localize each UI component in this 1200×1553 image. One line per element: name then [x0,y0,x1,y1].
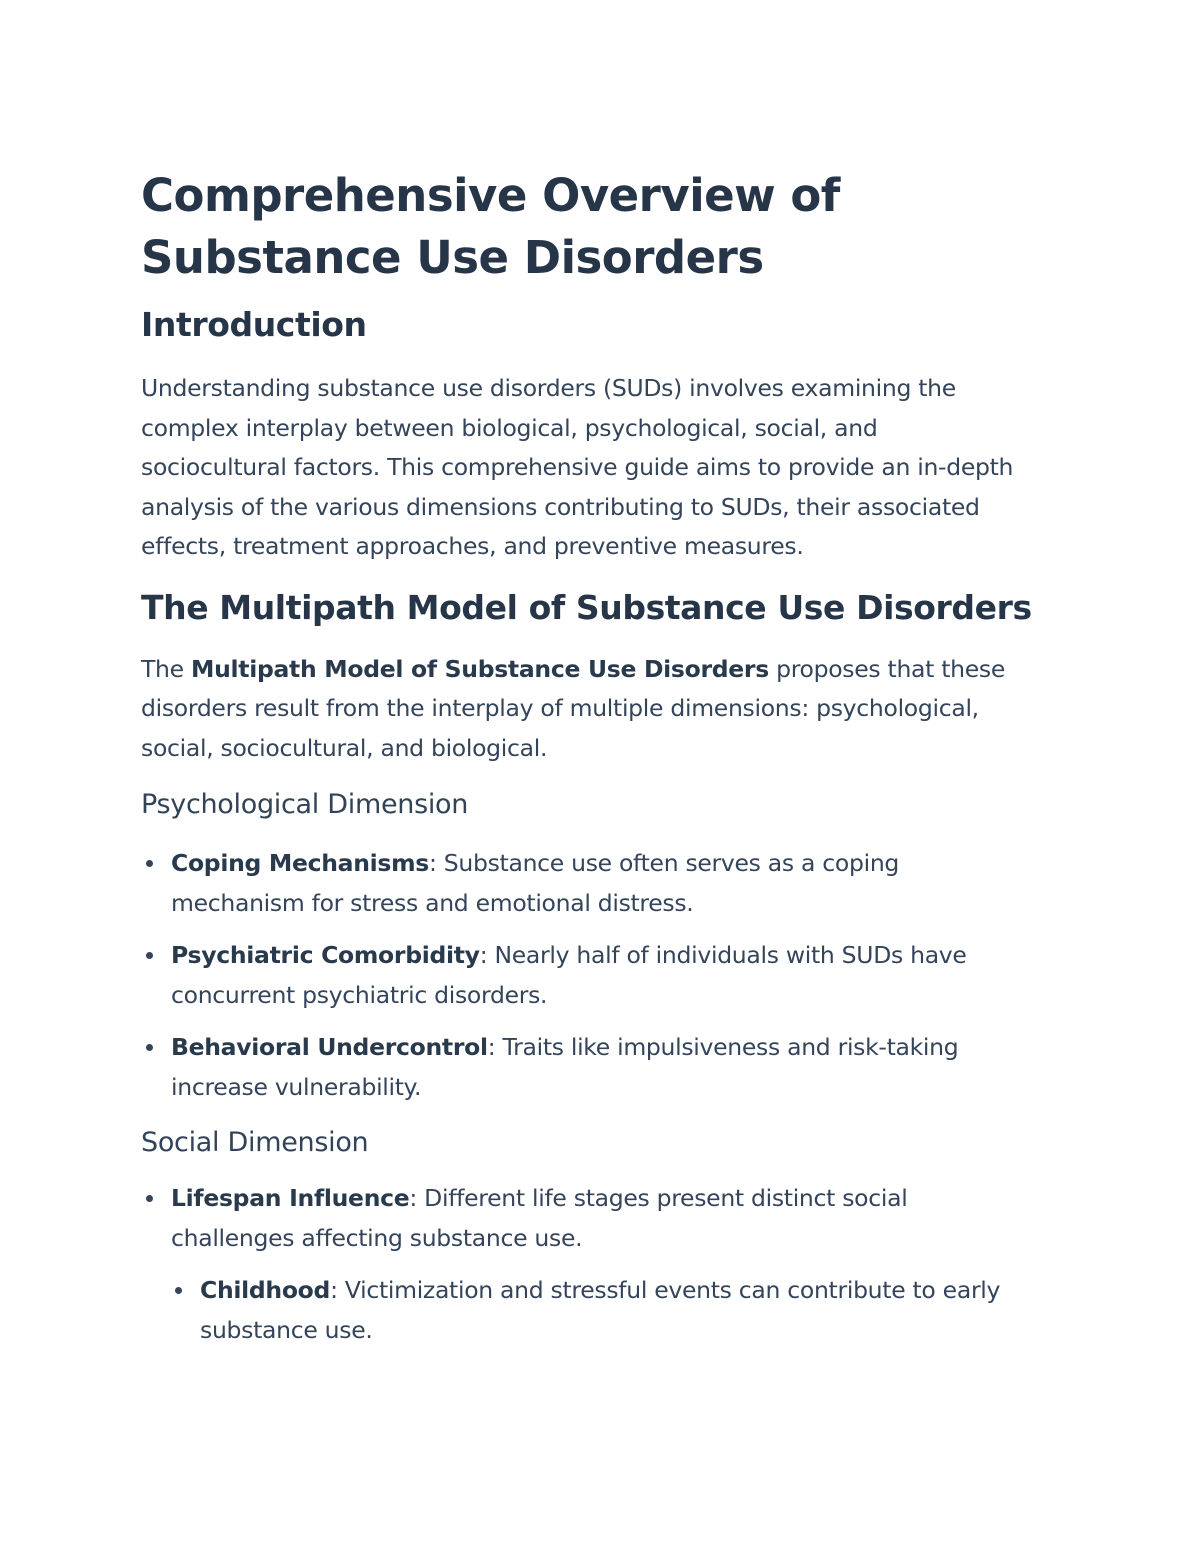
multipath-paragraph [141,650,1041,769]
list-item-term: Psychiatric Comorbidity [171,941,480,969]
multipath-heading: The Multipath Model of Substance Use Disorders [141,587,1032,627]
bullet-icon [175,1287,182,1294]
social-list [141,1179,1061,1258]
list-item-term: Childhood [200,1276,331,1304]
list-item-text: : Traits like impulsiveness and risk-taking increase vulnerability. [171,1033,959,1101]
bullet-icon [146,860,153,867]
document-page [141,165,1061,1350]
document-title: Comprehensive Overview of Substance Use Disorders [141,169,840,284]
multipath-lead: The [141,654,191,683]
multipath-rest: proposes that these disorders result from the interplay of multiple dimensions: psychological, social, sociocultural, and biological. [141,654,1005,762]
list-item-term: Coping Mechanisms [171,849,429,877]
psychological-list [141,844,1061,1107]
bullet-icon [146,1044,153,1051]
bullet-icon [146,952,153,959]
intro-heading: Introduction [141,305,367,344]
list-item-text: : Substance use often serves as a coping mechanism for stress and emotional distress. [171,849,900,917]
list-item [171,844,961,923]
intro-paragraph: Understanding substance use disorders (SUDs) involves examining the complex interplay between biological, psychological, social, and sociocultural factors. This comprehensive guide aims to provide an in-depth analysis of the various dimensions contributing to SUDs, their associated effects, treatment approaches, and preventive measures. [141,374,1014,560]
list-item [171,1179,961,1258]
social-sublist [141,1271,1061,1350]
list-item-text: : Victimization and stressful events can contribute to early substance use. [200,1276,1001,1344]
bullet-icon [146,1195,153,1202]
list-item [200,1271,1060,1350]
multipath-bold-term: Multipath Model of Substance Use Disorders [190,654,769,683]
list-item [171,936,1011,1015]
list-item-term: Behavioral Undercontrol [171,1033,488,1061]
social-heading: Social Dimension [141,1127,369,1158]
psychological-heading: Psychological Dimension [141,789,469,820]
list-item-text: : Nearly half of individuals with SUDs have concurrent psychiatric disorders. [171,941,967,1009]
list-item-text: : Different life stages present distinct social challenges affecting substance use. [171,1184,908,1252]
list-item-term: Lifespan Influence [171,1184,410,1212]
list-item [171,1028,1001,1107]
